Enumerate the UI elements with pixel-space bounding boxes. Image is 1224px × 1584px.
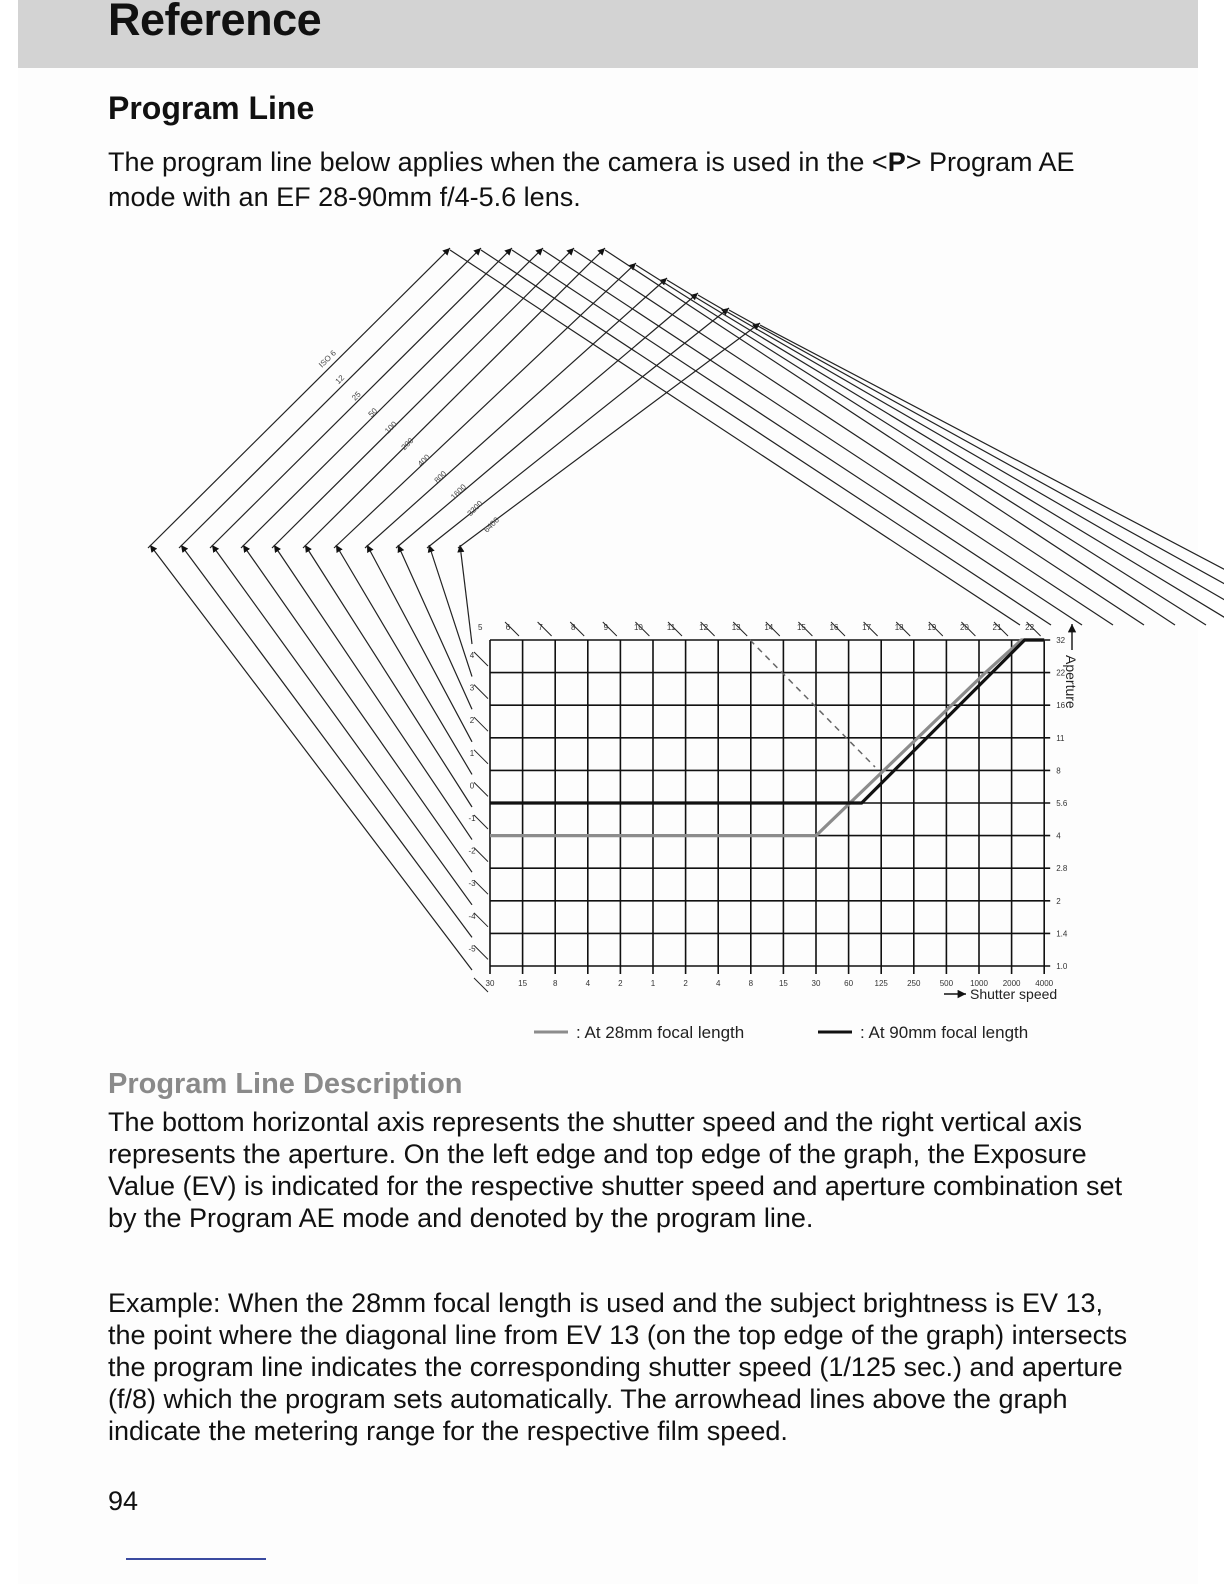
ev-left-label: -5 (468, 944, 476, 954)
x-tick-label: 4 (585, 979, 591, 988)
ev-top-label: 11 (666, 623, 676, 632)
y-tick-label: 2.8 (1056, 864, 1068, 874)
x-tick-label: 30 (811, 979, 821, 988)
iso-range-line-lower (429, 545, 472, 677)
x-tick-label: 1000 (970, 979, 988, 988)
iso-range-line-lower (398, 545, 472, 709)
x-tick-label: 2 (618, 979, 623, 988)
ev-top-label: 9 (603, 623, 609, 632)
x-tick-label: 2000 (1002, 979, 1021, 988)
iso-label: ISO 6 (317, 348, 338, 370)
ev-left-tick (474, 750, 488, 764)
ev-diagonal-line (698, 295, 1224, 625)
ev-top-label: 14 (764, 623, 774, 632)
ev-left-tick (474, 685, 488, 699)
ev-left-label: 2 (469, 716, 475, 726)
y-tick-label: 8 (1056, 766, 1061, 776)
section-title: Program Line (108, 90, 315, 126)
iso-range-line-lower (460, 545, 472, 644)
iso-label: 3200 (465, 498, 485, 518)
x-tick-label: 8 (748, 979, 754, 988)
ev-top-label: 6 (505, 623, 511, 632)
ev-diagonal-line (450, 250, 1020, 625)
iso-range-line-upper (179, 248, 481, 548)
iso-range-line-upper (272, 248, 574, 548)
x-tick-label: 500 (939, 979, 954, 988)
program-line-90mm (490, 640, 1044, 803)
ev-left-tick (474, 815, 488, 829)
ev-diagonal-line (605, 250, 1175, 625)
ev-diagonal-line (636, 265, 1206, 625)
y-tick-label: 5.6 (1056, 799, 1068, 808)
y-tick-label: 4 (1056, 831, 1061, 841)
iso-label: 25 (350, 389, 363, 403)
page-number: 94 (108, 1486, 139, 1516)
y-tick-label: 1.0 (1056, 962, 1068, 971)
iso-label: 50 (366, 406, 380, 419)
y-tick-label: 32 (1056, 636, 1066, 645)
x-tick-label: 60 (844, 979, 854, 988)
ev-top-label: 10 (633, 623, 643, 632)
x-tick-label: 125 (874, 979, 888, 988)
iso-label: 100 (383, 419, 399, 436)
iso-label: 400 (416, 452, 432, 469)
iso-label: 1600 (449, 482, 468, 502)
description-title: Program Line Description (108, 1068, 463, 1100)
intro-pre: The program line below applies when the camera is used in the < (108, 147, 888, 177)
ev-top-label: 15 (796, 623, 806, 632)
y-tick-label: 2 (1056, 896, 1061, 906)
iso-range-line-lower (367, 545, 472, 742)
description-paragraph-1: The bottom horizontal axis represents the shutter speed and the right vertical axis represents the aperture. On the left edge and top edge of the graph, the Exposure Value (EV) is indicated for the respective shutter speed and aperture combination set by the Program AE mode and denoted by the program line. (108, 1107, 1123, 1233)
x-tick-label: 8 (552, 979, 558, 988)
ev-left-tick (474, 913, 488, 927)
ev-top-label: 18 (894, 623, 904, 632)
ev-top-label: 21 (992, 623, 1002, 632)
iso-range-line-lower (212, 545, 472, 905)
iso-label: 200 (399, 436, 416, 452)
ev-top-label: 22 (1025, 623, 1035, 632)
x-tick-label: 15 (518, 979, 528, 988)
ev-left-label: 3 (469, 683, 475, 693)
ev-diagonal-line (667, 280, 1224, 625)
ev-left-label: -3 (468, 879, 476, 889)
ev-top-label: 16 (829, 623, 839, 632)
ev-left-label: -2 (468, 846, 476, 856)
ev-left-tick (474, 782, 488, 796)
y-tick-label: 22 (1056, 668, 1066, 678)
iso-range-line-upper (241, 248, 543, 548)
ev-top-label: 12 (699, 623, 709, 632)
ev-left-tick (474, 880, 488, 894)
legend-label-28mm: : At 28mm focal length (576, 1023, 745, 1042)
y-tick-label: 16 (1056, 701, 1066, 711)
description-paragraph-2: Example: When the 28mm focal length is used and the subject brightness is EV 13, the point where the diagonal line from EV 13 (on the top edge of the graph) intersects the program line indicates the corresponding shutter speed (1/125 sec.) and aperture (f/8) which the program sets automatically. The arrowhead lines above the graph indicate the metering range for the respective film speed. (108, 1288, 1128, 1446)
ev-diagonal-line (512, 250, 1082, 625)
y-tick-label: 1.4 (1056, 929, 1068, 939)
ev-left-label: -4 (468, 911, 476, 921)
intro-post: > Program AE mode with an EF 28-90mm f/4-5.6 lens. (108, 147, 1075, 212)
iso-label: 12 (333, 373, 347, 386)
ev13-example-line (750, 640, 875, 767)
ev-top-label: 13 (731, 623, 741, 632)
x-tick-label: 250 (907, 979, 921, 988)
iso-range-line-lower (150, 545, 472, 970)
legend-label-90mm: : At 90mm focal length (860, 1023, 1029, 1042)
ev-top-label: 8 (570, 623, 576, 632)
iso-range-line-lower (243, 545, 472, 872)
ev-top-label: 7 (538, 623, 543, 632)
y-tick-label: 11 (1056, 733, 1065, 743)
ev-left-tick (474, 652, 488, 666)
ev-left-label: -1 (468, 814, 476, 823)
iso-range-line-lower (274, 545, 472, 840)
ev-left-tick (474, 848, 488, 862)
ev-left-label: 1 (469, 748, 475, 758)
ev-diagonal-line (574, 250, 1144, 625)
iso-label: 6400 (482, 515, 501, 535)
x-tick-label: 15 (778, 979, 788, 988)
ev-left-label: 0 (469, 781, 475, 791)
iso-range-line-lower (336, 545, 472, 774)
iso-range-line-lower (181, 545, 472, 937)
header-title: Reference (108, 0, 322, 45)
ev-top-label: 19 (927, 623, 937, 632)
intro-mode: P (887, 147, 906, 177)
iso-range-line-upper (210, 248, 512, 548)
aperture-axis-label: Aperture (1063, 655, 1079, 709)
x-tick-label: 1 (650, 979, 656, 988)
ev-left-tick (474, 717, 488, 731)
x-tick-label: 4 (715, 979, 721, 988)
shutter-axis-label: Shutter speed (970, 986, 1058, 1002)
ev-top-label: 20 (959, 623, 969, 632)
ev-top-label: 17 (862, 623, 872, 632)
footer-rule (126, 1558, 266, 1560)
iso-range-line-upper (396, 293, 698, 548)
x-tick-label: 4000 (1035, 979, 1054, 988)
iso-label: 800 (432, 469, 449, 485)
x-tick-label: 30 (485, 979, 495, 988)
x-tick-label: 2 (683, 979, 688, 988)
ev-top-label: 5 (478, 623, 483, 632)
ev-diagonal-line (760, 325, 1224, 625)
iso-range-line-upper (458, 323, 760, 548)
ev-left-label: 4 (469, 651, 475, 660)
ev-left-tick (474, 945, 488, 959)
iso-range-line-upper (148, 248, 450, 548)
iso-range-line-upper (303, 248, 605, 548)
ev-diagonal-line (543, 250, 1113, 625)
